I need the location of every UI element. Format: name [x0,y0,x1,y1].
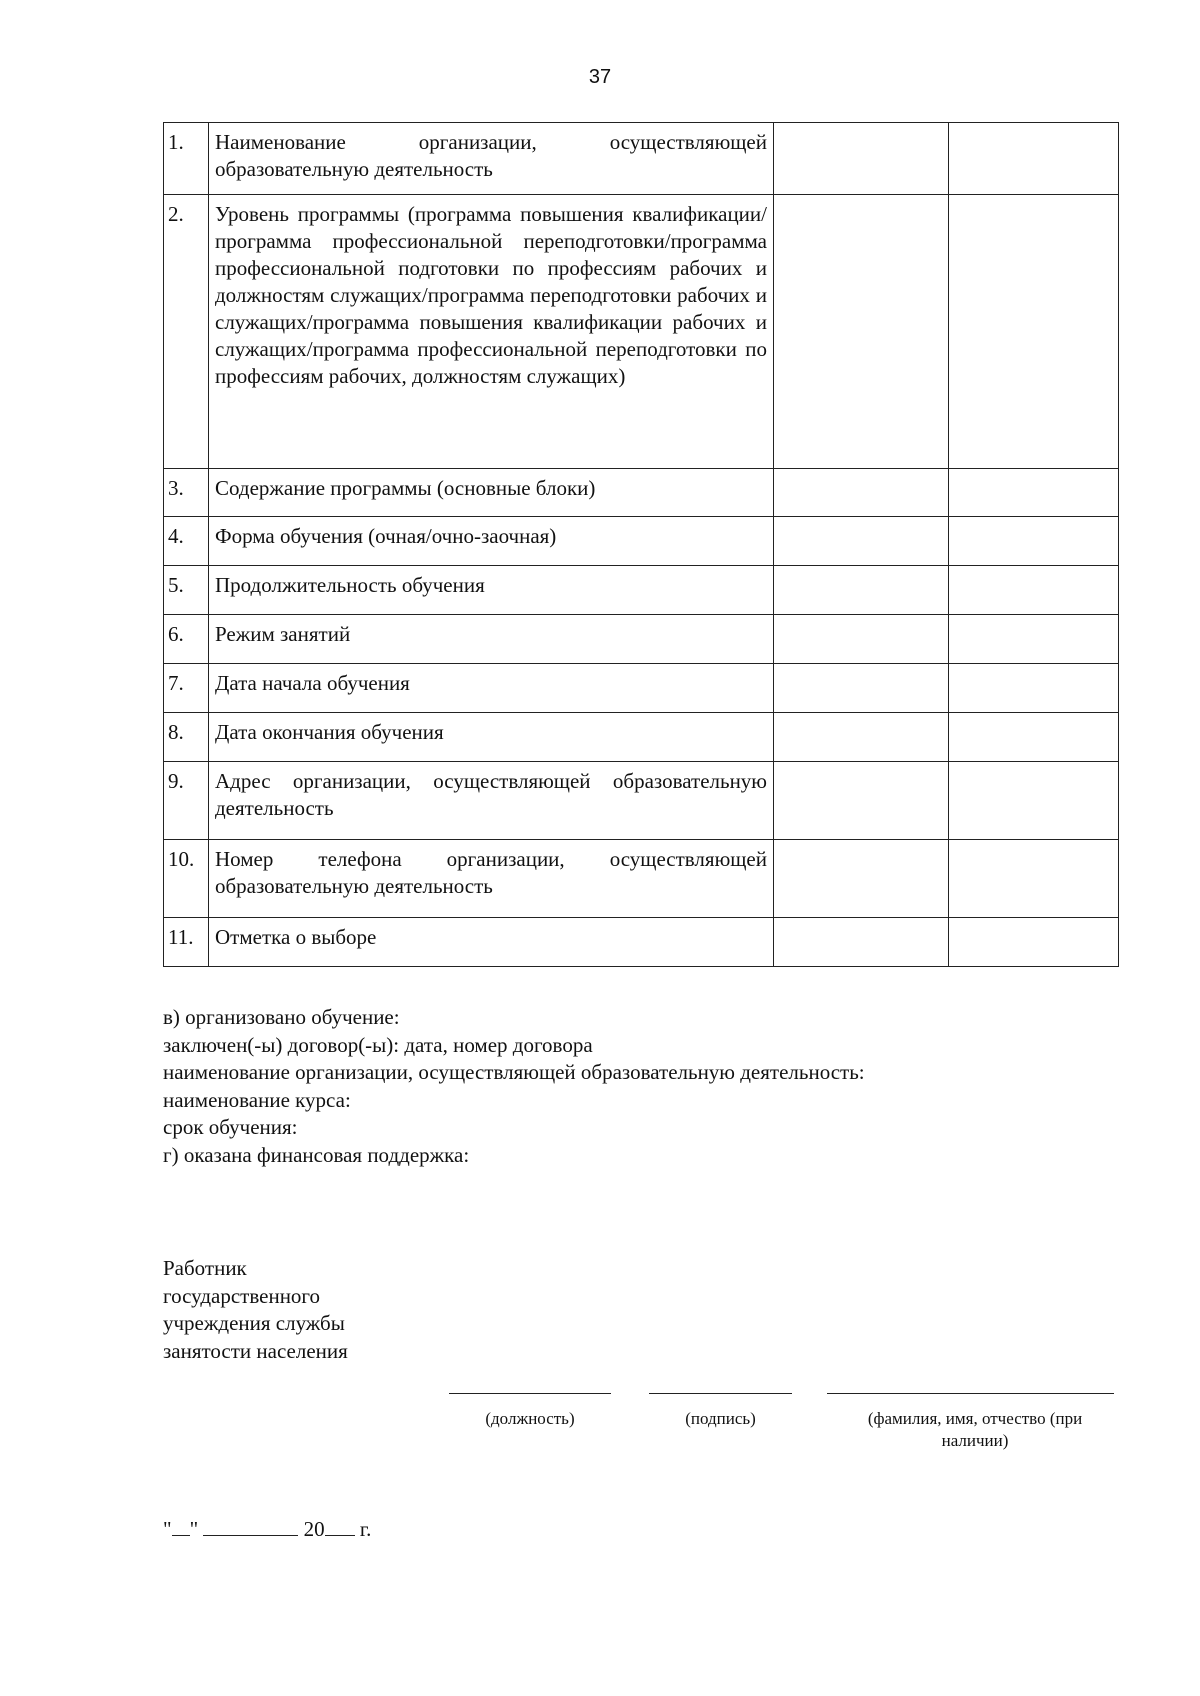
row-number: 8. [164,713,209,762]
year-blank[interactable] [325,1517,355,1536]
row-label: Дата начала обучения [209,664,774,713]
row-number: 6. [164,615,209,664]
table-row [164,615,1119,664]
table-row [164,195,1119,469]
table-row [164,517,1119,566]
row-number: 5. [164,566,209,615]
org-name-text: наименование организации, осуществляющей образовательную деятельность: [163,1060,865,1084]
blank-cell[interactable] [949,918,1119,967]
year-suffix: г. [359,1517,372,1541]
table-body [164,123,1119,967]
financial-support-text: г) оказана финансовая поддержка: [163,1142,470,1167]
blank-cell[interactable] [774,615,949,664]
blank-cell[interactable] [949,566,1119,615]
signature-line[interactable] [649,1393,792,1394]
blank-cell[interactable] [949,517,1119,566]
row-number: 7. [164,664,209,713]
row-label: Уровень программы (программа повышения квалификации/программа профессиональной переподготовки/программа профессиональной подготовки по профессиям рабочих и должностям служащих/программа переподготовки рабочих и служащих/программа повышения квалификации рабочих и служащих/программа профессиональной переподготовки по профессиям рабочих, должностям служащих) [209,195,774,469]
contract-text: заключен(-ы) договор(-ы): дата, номер договора [163,1032,593,1057]
row-label: Продолжительность обучения [209,566,774,615]
blank-cell[interactable] [774,195,949,469]
table-row [164,123,1119,195]
name-line[interactable] [827,1393,1114,1394]
blank-cell[interactable] [949,713,1119,762]
row-number: 10. [164,840,209,918]
table-row [164,918,1119,967]
blank-cell[interactable] [774,664,949,713]
table-row [164,469,1119,517]
blank-cell[interactable] [774,123,949,195]
table-row [164,762,1119,840]
table-row [164,566,1119,615]
blank-cell[interactable] [774,469,949,517]
blank-cell[interactable] [949,762,1119,840]
row-number: 4. [164,517,209,566]
month-blank[interactable] [203,1517,298,1536]
blank-cell[interactable] [949,195,1119,469]
name-caption: (фамилия, имя, отчество (при наличии) [867,1409,1083,1450]
date-open-quote: " [163,1517,172,1541]
signature-caption: (подпись) [685,1409,756,1428]
blank-cell[interactable] [774,566,949,615]
row-label: Адрес организации, осуществляющей образовательную деятельность [209,762,774,840]
date-close-quote: " [189,1517,199,1541]
row-number: 3. [164,469,209,517]
blank-cell[interactable] [774,713,949,762]
row-label: Номер телефона организации, осуществляющей образовательную деятельность [209,840,774,918]
blank-cell[interactable] [774,762,949,840]
course-name-text: наименование курса: [163,1087,351,1112]
year-prefix: 20 [303,1517,325,1541]
blank-cell[interactable] [949,664,1119,713]
row-number: 9. [164,762,209,840]
signer-line: учреждения службы [163,1311,345,1335]
training-organized-text: в) организовано обучение: [163,1005,400,1029]
table-row [164,840,1119,918]
row-label: Дата окончания обучения [209,713,774,762]
page-number: 37 [588,66,612,88]
signer-line: государственного [163,1283,321,1308]
row-label: Режим занятий [209,615,774,664]
signer-line: занятости населения [163,1338,348,1363]
signer-block [163,1255,348,1365]
table-row [164,713,1119,762]
blank-cell[interactable] [949,840,1119,918]
sections-block [163,1004,1113,1169]
row-label: Форма обучения (очная/очно-заочная) [209,517,774,566]
position-caption: (должность) [485,1409,575,1428]
blank-cell[interactable] [949,615,1119,664]
row-label: Содержание программы (основные блоки) [209,469,774,517]
row-number: 11. [164,918,209,967]
row-number: 1. [164,123,209,195]
table-row [164,664,1119,713]
blank-cell[interactable] [774,918,949,967]
duration-text: срок обучения: [163,1115,298,1139]
signer-line: Работник [163,1256,247,1280]
date-line [163,1517,371,1542]
blank-cell[interactable] [774,840,949,918]
blank-cell[interactable] [949,469,1119,517]
row-label: Наименование организации, осуществляющей образовательную деятельность [209,123,774,195]
day-blank[interactable] [172,1517,190,1536]
row-number: 2. [164,195,209,469]
row-label: Отметка о выборе [209,918,774,967]
blank-cell[interactable] [949,123,1119,195]
blank-cell[interactable] [774,517,949,566]
program-info-table [163,122,1119,967]
position-line[interactable] [449,1393,611,1394]
